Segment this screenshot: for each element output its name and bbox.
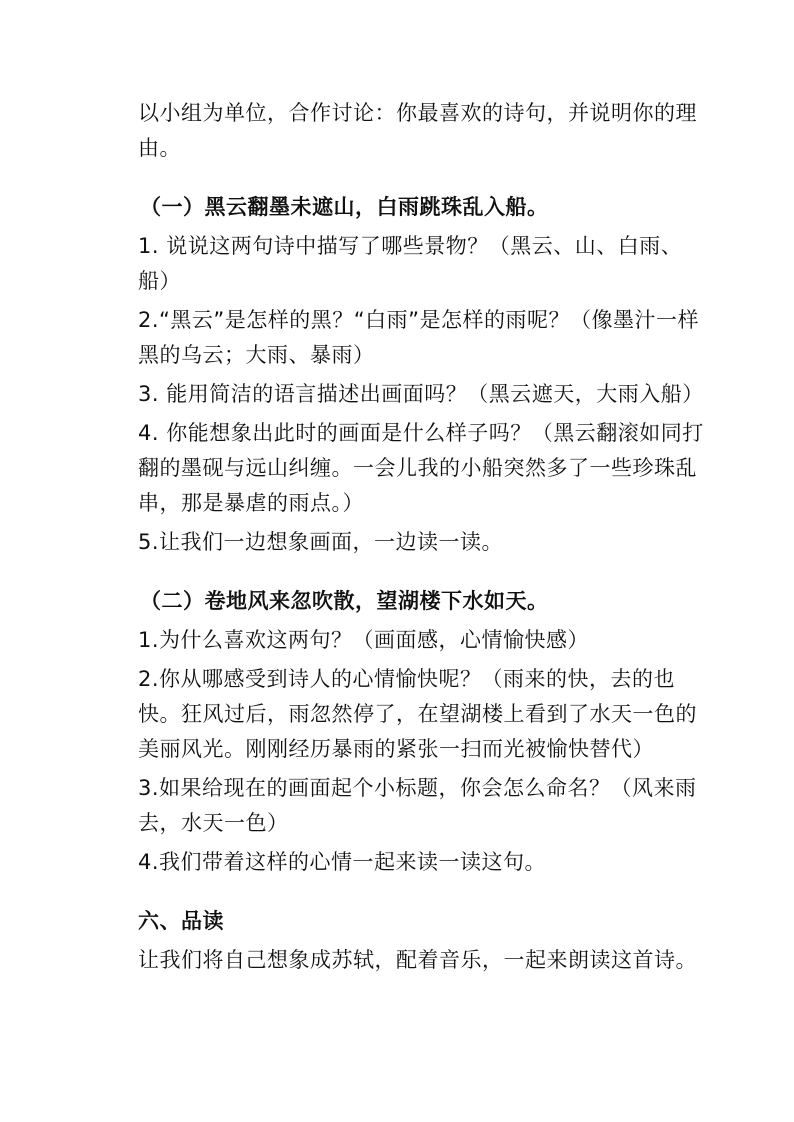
section-1-item-1: 1. 说说这两句诗中描写了哪些景物？（黑云、山、白雨、船） [138,234,683,293]
section-2-item-4: 4.我们带着这样的心情一起来读一读这句。 [138,850,547,874]
document-page [138,96,708,978]
section-2-item-2: 2.你从哪感受到诗人的心情愉快呢？（雨来的快，去的也快。狂风过后，雨忽然停了，在望湖楼上看到了水天一色的美丽风光。刚刚经历暴雨的紧张一扫而光被愉快替代） [138,667,697,761]
section-3-paragraph: 让我们将自己想象成苏轼，配着音乐，一起来朗读这首诗。 [138,948,697,972]
section-1-item-3: 3. 能用简洁的语言描述出画面吗？（黑云遮天，大雨入船） [138,382,704,406]
section-2-heading: （二）卷地风来忽吹散，望湖楼下水如天。 [140,589,549,613]
section-1-heading: （一）黑云翻墨未遮山，白雨跳珠乱入船。 [140,195,549,219]
section-2-item-3: 3.如果给现在的画面起个小标题，你会怎么命名？（风来雨去，水天一色） [138,776,697,835]
intro-paragraph: 以小组为单位，合作讨论：你最喜欢的诗句，并说明你的理由。 [138,101,697,160]
section-1-item-5: 5.让我们一边想象画面，一边读一读。 [138,530,504,554]
section-2-item-1: 1.为什么喜欢这两句？（画面感，心情愉快感） [138,628,590,652]
section-3-heading: 六、品读 [138,909,224,933]
section-1-item-4: 4. 你能想象出此时的画面是什么样子吗？（黑云翻滚如同打翻的墨砚与远山纠缠。一会儿我的小船突然多了一些珍珠乱串，那是暴虐的雨点。） [138,421,704,515]
section-1-item-2: 2.“黑云”是怎样的黑？“白雨”是怎样的雨呢？（像墨汁一样黑的乌云；大雨、暴雨） [138,308,700,367]
